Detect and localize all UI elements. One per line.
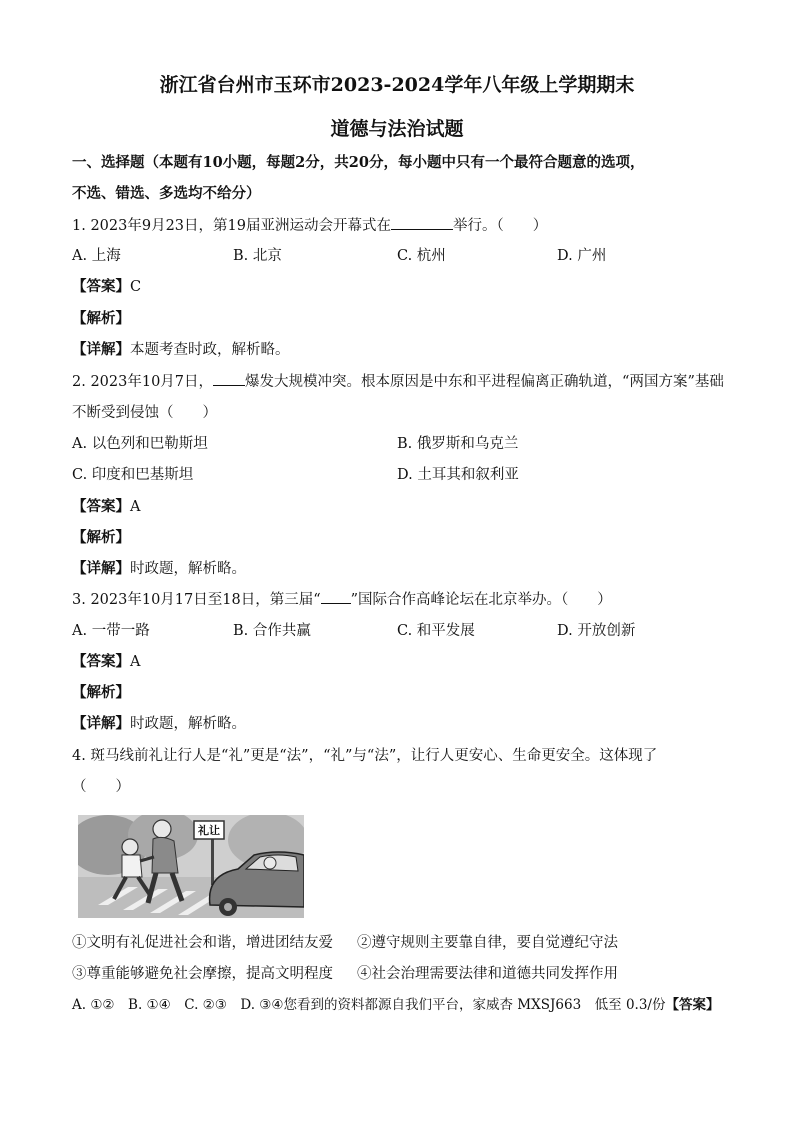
q4-options: A. ①② B. ①④ C. ②③ D. ③④	[72, 997, 284, 1013]
q1-detail	[72, 338, 290, 359]
q3-option-b: B. 合作共赢	[233, 623, 311, 639]
zebra-crossing-illustration	[78, 815, 304, 918]
q1-answer	[72, 275, 141, 296]
q3-option-c: C. 和平发展	[397, 623, 475, 639]
q3-answer	[72, 650, 140, 671]
page-title-line2: 道德与法治试题	[330, 118, 464, 140]
q3-detail-text: 时政题，解析略。	[130, 716, 246, 732]
q1-option-c: C. 杭州	[397, 248, 446, 264]
q4-statement-1: ①文明有礼促进社会和谐，增进团结友爱	[72, 935, 333, 951]
q3-blank	[321, 590, 351, 604]
q3-option-d: D. 开放创新	[557, 623, 636, 639]
q2-blank	[213, 372, 245, 386]
q4-stem-line2: （ ）	[72, 779, 130, 795]
q4-options-footer-line	[72, 993, 719, 1013]
q1-blank	[391, 216, 453, 230]
q1-option-b: B. 北京	[233, 248, 282, 264]
q2-option-d: D. 土耳其和叙利亚	[397, 467, 519, 483]
q3-stem-a: 3. 2023年10月17日至18日，第三届“	[72, 592, 321, 608]
section-heading-line2: 不选、错选、多选均不给分）	[72, 185, 261, 202]
q2-answer	[72, 495, 140, 516]
q1-answer-value: C	[130, 279, 142, 295]
q3-stem-b: ”国际合作高峰论坛在北京举办。（ ）	[350, 592, 612, 608]
q4-statement-3: ③尊重能够避免社会摩擦，提高文明程度	[72, 966, 333, 982]
q1-stem-b: 举行。（ ）	[452, 218, 548, 234]
q1-option-a: A. 上海	[72, 248, 121, 264]
q1-detail-tag: 【详解】	[72, 341, 130, 358]
q1-stem	[72, 214, 547, 235]
watermark-note: 您看到的资料都源自我们平台，家威杏 MXSJ663 低至 0.3/份	[283, 997, 666, 1013]
q2-stem-a: 2. 2023年10月7日，	[72, 374, 214, 390]
q2-stem-line2: 不断受到侵蚀（ ）	[72, 405, 217, 421]
page-title-line1: 浙江省台州市玉环市2023-2024学年八年级上学期期末	[159, 74, 635, 96]
q3-detail	[72, 712, 246, 733]
q4-answer-tag: 【答案】	[665, 997, 720, 1013]
illustration-svg	[78, 815, 304, 918]
q2-analysis: 【解析】	[72, 529, 130, 546]
q3-answer-value: A	[130, 654, 141, 670]
sign-text: 礼让	[198, 824, 220, 837]
q4-statement-2: ②遵守规则主要靠自律，要自觉遵纪守法	[357, 935, 618, 951]
q2-detail-text: 时政题，解析略。	[130, 561, 246, 577]
q3-detail-tag: 【详解】	[72, 715, 130, 732]
section-heading-line1: 一、选择题（本题有10小题，每题2分，共20分，每小题中只有一个最符合题意的选项，	[72, 154, 645, 171]
q3-stem	[72, 588, 612, 609]
q3-analysis: 【解析】	[72, 684, 130, 701]
q1-analysis: 【解析】	[72, 310, 130, 327]
q2-option-c: C. 印度和巴基斯坦	[72, 467, 194, 483]
q2-detail-tag: 【详解】	[72, 560, 130, 577]
q2-answer-tag: 【答案】	[72, 498, 130, 515]
q2-stem-b: 爆发大规模冲突。根本原因是中东和平进程偏离正确轨道，“两国方案”基础	[245, 374, 724, 390]
q4-statement-4: ④社会治理需要法律和道德共同发挥作用	[357, 966, 618, 982]
q1-answer-tag: 【答案】	[72, 278, 130, 295]
q3-option-a: A. 一带一路	[72, 623, 150, 639]
q2-option-b: B. 俄罗斯和乌克兰	[397, 436, 519, 452]
q2-detail	[72, 557, 246, 578]
q1-stem-a: 1. 2023年9月23日，第19届亚洲运动会开幕式在	[72, 218, 391, 234]
q4-stem: 4. 斑马线前礼让行人是“礼”更是“法”，“礼”与“法”，让行人更安心、生命更安全。这体现了	[72, 748, 658, 764]
q2-option-a: A. 以色列和巴勒斯坦	[72, 436, 208, 452]
q1-detail-text: 本题考查时政，解析略。	[130, 342, 290, 358]
q2-stem	[72, 370, 724, 391]
q2-answer-value: A	[130, 499, 141, 515]
q1-option-d: D. 广州	[557, 248, 607, 264]
q3-answer-tag: 【答案】	[72, 653, 130, 670]
